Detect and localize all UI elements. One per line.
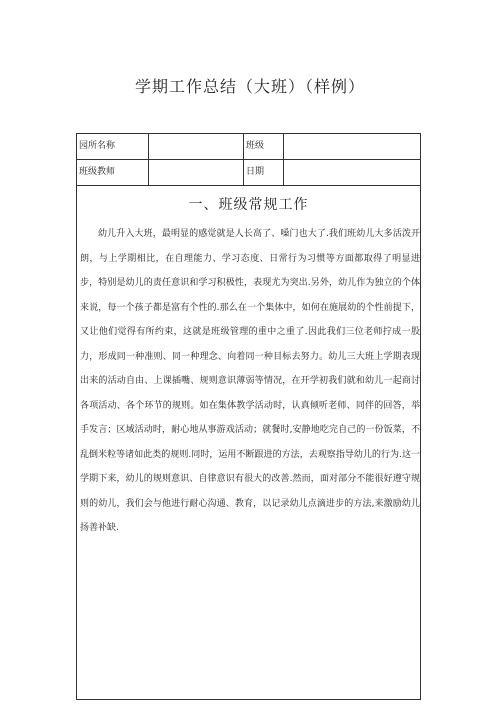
date-label: 日期 (244, 160, 284, 185)
kindergarten-field[interactable] (149, 134, 244, 159)
section-body-text: 幼儿升入大班，最明显的感觉就是人长高了、嗓门也大了.我们班幼儿大多活泼开朗，与上学期相比，在自理能力、学习态度、日常行为习惯等方面都取得了明显进步，特别是幼儿的责任意识和学习积极性，表现尤为突出.另外，幼儿作为独立的个体来说，每一个孩子都是富有个性的.那么在一个集体中，如何在施展幼的个性前提下，又让他们觉得有所约束，这就是班级管理的重中之重了.因此我们三位老师拧成一股力，形成同一种准则、同一种理念、向着同一种目标去努力。幼儿三大班上学期表现出来的活动自由、上课插嘴、规则意识薄弱等情况，在开学初我们就和幼儿一起商讨各项活动、各个环节的规则。如在集体教学活动时，认真倾听老师、同伴的回答，举手发言；区域活动时，耐心地从事游戏活动；就餐时,安静地吃完自己的一份饭菜，不乱倒米粒等诸如此类的规则.同时，运用不断跟进的方法，去观察指导幼儿的行为.这一学期下来，幼儿的规则意识、自律意识有很大的改善.然而，面对部分不能很好遵守规则的幼儿，我们会与他进行耐心沟通、教育，以记录幼儿点滴进步的方法,来激励幼儿扬善补缺. (80, 229, 420, 533)
section-heading: 一、班级常规工作 (188, 197, 309, 213)
teacher-field[interactable] (149, 160, 244, 185)
form-row-kindergarten (77, 134, 420, 160)
form-row-teacher (77, 160, 420, 186)
class-label: 班级 (244, 134, 284, 159)
kindergarten-label: 园所名称 (77, 134, 149, 159)
document-title: 学期工作总结（大班）（样例） (134, 77, 365, 96)
teacher-label: 班级教师 (77, 160, 149, 185)
class-field[interactable] (284, 134, 420, 159)
summary-form-table (76, 133, 421, 700)
date-field[interactable] (284, 160, 420, 185)
